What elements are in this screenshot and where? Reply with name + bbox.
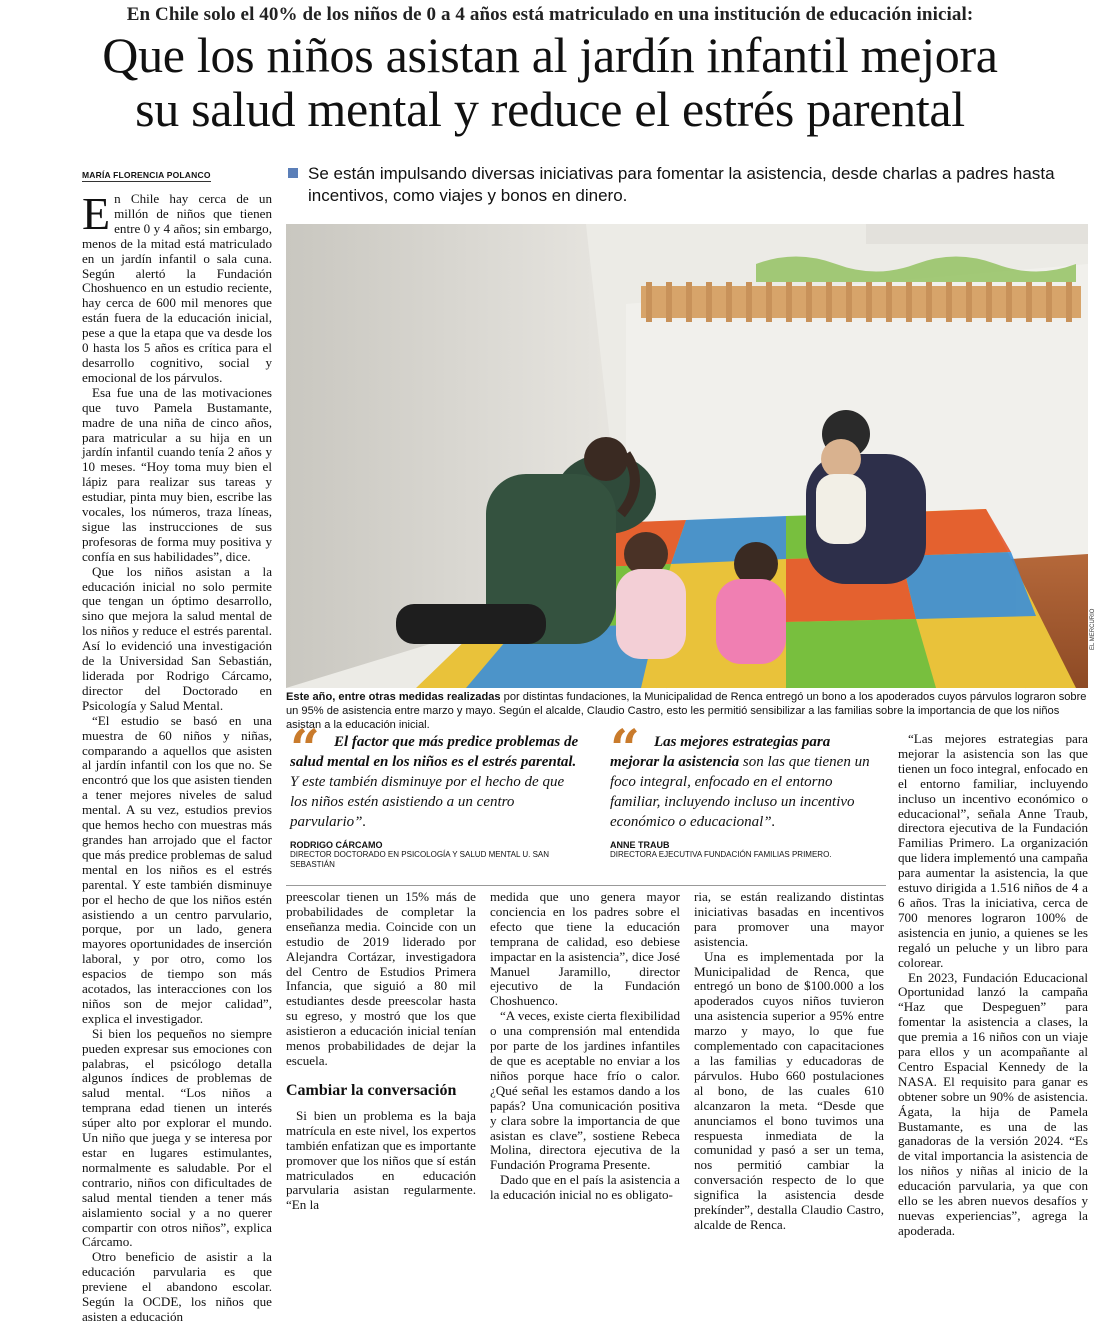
paragraph: Que los niños asistan a la educación inicial no solo permite que tengan un óptimo desarrollo, sino que mejora la salud mental de los niños y reduce el estrés parental. Así lo evidenció una investigación de la Universidad San Sebastián, liderada por Rodrigo Cárcamo, director del Doctorado en Psicología y Salud Mental. xyxy=(82,563,272,713)
kicker: En Chile solo el 40% de los niños de 0 a 4 años está matriculado en una institución de educación inicial: xyxy=(126,4,974,25)
column-2 xyxy=(286,889,476,1213)
deck-text: Se están impulsando diversas iniciativas para fomentar la asistencia, desde charlas a padres hasta incentivos, como viajes y bonos en dinero. xyxy=(308,164,1055,205)
paragraph: Una es implementada por la Municipalidad de Renca, que entregó un bono de $100.000 a los apoderados cuyos niños tuvieron una asistencia superior a 95% entre marzo y mayo, lo que fue complementado con capacitaciones a las familias y educadoras de párvulos. Hubo 660 postulaciones al bono, de las cuales 610 alcanzaron la meta. “Desde que anunciamos el bono tuvimos una respuesta inmediata de la comunidad y pasó a ser un tema, nos permitió cambiar la conversación respecto de lo que significa la asistencia desde prekínder”, destalla Claudio Castro, alcalde de Renca. xyxy=(694,948,884,1232)
classroom-illustration xyxy=(286,224,1088,688)
headline-line-2: su salud mental y reduce el estrés parental xyxy=(135,81,965,137)
caption-lead: Este año, entre otras medidas realizadas xyxy=(286,691,501,703)
pull-quote-2 xyxy=(610,719,880,860)
pull-quote-1 xyxy=(290,719,580,870)
paragraph: “Las mejores estrategias para mejorar la asistencia son las que tienen un foco integral, enfocado en el entorno familiar, incluyendo incluso un incentivo económico o educacional”, señala Anne Traub, directora ejecutiva de la Fundación Familias Primero. La organización que lidera implementó una campaña para aumentar la asistencia, la que estuvo dirigida a 1.516 niños de 4 a 6 años. Tras la iniciativa, cerca de 700 menores lograron 100% de asistencia en junio, a quienes se les regaló un peluche y un libro para colorear. xyxy=(898,731,1088,970)
subheading: Cambiar la conversación xyxy=(286,1081,457,1099)
paragraph: Otro beneficio de asistir a la educación parvularia es que previene el abandono escolar. Según la OCDE, los niños que asisten a educación xyxy=(82,1249,272,1324)
paragraph: medida que uno genera mayor conciencia en los padres sobre el efecto que tiene la educación temprana de calidad, eso debiese impactar en la asistencia”, dice José Manuel Jaramillo, director ejecutivo de la Fundación Choshuenco. xyxy=(490,889,680,1009)
caption-text: por distintas fundaciones, la Municipalidad de Renca entregó un bono a los apoderados cuyos párvulos lograron sobre un 95% de asistencia entre marzo y mayo. Según el alcalde, Claudio Castro, esto les permitió sensibilizar a las familias sobre la importancia de que los niños asistan a la educación inicial. xyxy=(286,691,1087,731)
paragraph: preescolar tienen un 15% más de probabilidades de completar la enseñanza media. Coincide con un estudio de 2019 liderado por Alejandra Cortázar, investigadora del Centro de Estudios Primera Infancia, que siguió a 80 mil estudiantes desde preescolar hasta su egreso, y mostró que los que asistieron a educación inicial tenían menos probabilidades de dejar la escuela. xyxy=(286,889,476,1068)
paragraph: “El estudio se basó en una muestra de 60 niños y niñas, comparando a aquellos que asisten al jardín infantil con los que no. Se encontró que los que asisten tienden a tener mejores niveles de salud mental. A su vez, estudios previos que hemos hecho con muestras más grandes han arrojado que el factor que más predice problemas de salud mental en los niños es el estrés parental. Y este también disminuye por el hecho de que los niños estén asistiendo a un centro parvulario, porque, por un lado, genera mayores oportunidades de inserción laboral, y por otro, como los espacios de tiempo son más acotados, las interacciones con los niños son de mejor calidad”, explica el investigador. xyxy=(82,712,272,1026)
quote-mark-icon: “ xyxy=(290,719,316,780)
quote-author: ANNE TRAUB xyxy=(610,840,670,850)
photo-credit: EL MERCURIO xyxy=(1090,608,1096,650)
headline-line-1: Que los niños asistan al jardín infantil mejora xyxy=(102,27,998,83)
quote-text: El factor que más predice problemas de salud mental en los niños es el estrés parental. Y este también disminuye por el hecho de que los niños estén asistiendo a un centro parvulario”. xyxy=(290,734,579,830)
quote-author-role: DIRECTOR DOCTORADO EN PSICOLOGÍA Y SALUD MENTAL U. SAN SEBASTIÁN xyxy=(290,850,550,869)
deck-square-icon xyxy=(288,168,298,178)
column-3 xyxy=(490,889,680,1203)
quote-author: RODRIGO CÁRCAMO xyxy=(290,840,383,850)
photo-caption xyxy=(286,690,1088,732)
paragraph: En Chile hay cerca de un millón de niños que tienen entre 0 y 4 años; sin embargo, menos de la mitad está matriculado en un jardín infantil o sala cuna. Según alertó la Fundación Choshuenco en un estudio reciente, hay cerca de 600 mil menores que están fuera de la educación inicial, pese a que la etapa que va desde los 0 hasta los 5 años es crítica para el desarrollo cognitivo, social y emocional de los párvulos. xyxy=(82,188,272,385)
byline: MARÍA FLORENCIA POLANCO xyxy=(82,170,211,180)
paragraph: Dado que en el país la asistencia a la educación inicial no es obligato- xyxy=(490,1172,680,1203)
paragraph: Si bien un problema es la baja matrícula en este nivel, los expertos también enfatizan que es importante promover que los niños que sí están matriculados en educación parvularia asistan regularmente. “En la xyxy=(286,1107,476,1213)
headline xyxy=(0,28,1100,136)
column-5 xyxy=(898,731,1088,1238)
deck xyxy=(288,163,1088,207)
article-photo xyxy=(286,224,1088,688)
divider xyxy=(286,885,886,886)
dropcap: E xyxy=(82,188,111,239)
quote-author-role: DIRECTORA EJECUTIVA FUNDACIÓN FAMILIAS PRIMERO. xyxy=(610,850,832,859)
paragraph: Esa fue una de las motivaciones que tuvo Pamela Bustamante, madre de una niña de cinco años, para matricular a su hija en un jardín infantil cuando tenía 2 años y 10 meses. “Hoy toma muy bien el lápiz para realizar sus tareas y estudiar, pinta muy bien, escribe las vocales, los números, traza líneas, sigue las instrucciones de sus profesoras de forma muy positiva y confía en sus habilidades”, dice. xyxy=(82,384,272,564)
paragraph: En 2023, Fundación Educacional Oportunidad lanzó la campaña “Haz que Despeguen” para fomentar la asistencia a clases, la que premia a 16 niños con un viaje para ellos y un acompañante al Centro Espacial Kennedy de la NASA. El requisito para ganar es obtener sobre un 90% de asistencia. Ágata, la hija de Pamela Bustamante, es una de las ganadoras de la versión 2024. “Es de vital importancia la asistencia de los niños y niñas al inicio de la educación parvularia, ya que con ello se les abren nuevos desafíos y nuevas experiencias”, agrega la apoderada. xyxy=(898,969,1088,1238)
quote-mark-icon: “ xyxy=(610,719,636,780)
paragraph: ria, se están realizando distintas iniciativas basadas en incentivos para promover una mayor asistencia. xyxy=(694,889,884,949)
paragraph: “A veces, existe cierta flexibilidad o una comprensión mal entendida por parte de los jardines infantiles de que es aceptable no enviar a los niños porque hace frío o calor. ¿Qué señal les estamos dando a los papás? Una comunicación positiva y clara sobre la importancia de que asistan es clave”, sostiene Rebeca Molina, directora ejecutiva de la Fundación Programa Presente. xyxy=(490,1008,680,1173)
column-4 xyxy=(694,889,884,1232)
quote-text: Las mejores estrategias para mejorar la asistencia son las que tienen un foco integral, enfocado en el entorno familiar, incluyendo incluso un incentivo económico o educacional”. xyxy=(610,734,870,830)
column-1 xyxy=(82,188,272,1324)
paragraph: Si bien los pequeños no siempre pueden expresar sus emociones con palabras, el psicólogo detalla algunos índices de problemas de salud mental. “Los niños a temprana edad tienen un interés súper alto por explorar el mundo. Un niño que juega y se interesa por estar en lugares estimulantes, normalmente es saludable. Por el contrario, niños con dificultades de salud mental tienden a tener más aislamiento social y a no querer compartir con otros niños”, explica Cárcamo. xyxy=(82,1025,272,1250)
